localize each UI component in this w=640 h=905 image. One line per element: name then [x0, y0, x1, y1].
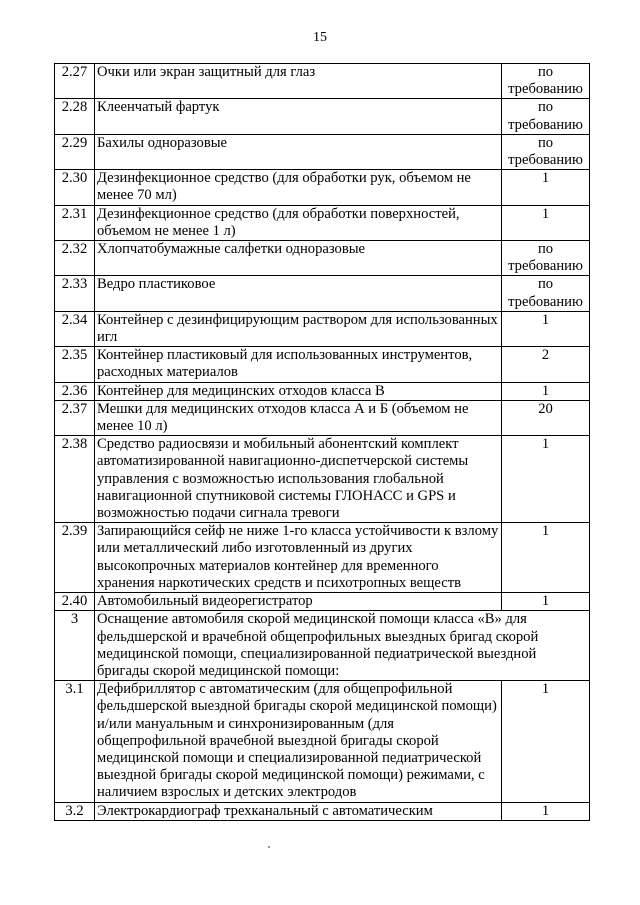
- row-number: 2.37: [55, 400, 95, 435]
- row-description: Контейнер для медицинских отходов класса В: [95, 382, 502, 400]
- row-description: Бахилы одноразовые: [95, 134, 502, 169]
- row-description: Дефибриллятор с автоматическим (для общепрофильной фельдшерской выездной бригады скорой медицинской помощи) и/или мануальным и синхронизированным (для общепрофильной врачебной выездной бригады скорой медицинской помощи и специализированной педиатрической выездной бригады скорой медицинской помощи) режимами, с наличием взрослых и детских электродов: [95, 681, 502, 802]
- row-number: 2.38: [55, 436, 95, 523]
- row-description: Очки или экран защитный для глаз: [95, 64, 502, 99]
- row-number: 2.29: [55, 134, 95, 169]
- table-row: [55, 205, 590, 240]
- row-description: Электрокардиограф трехканальный с автоматическим: [95, 802, 502, 820]
- table-row: [55, 64, 590, 99]
- table-row: [55, 170, 590, 205]
- row-quantity: 1: [502, 802, 590, 820]
- row-quantity: по требованию: [502, 241, 590, 276]
- row-number: 3.1: [55, 681, 95, 802]
- table-row: [55, 802, 590, 820]
- row-quantity: 1: [502, 681, 590, 802]
- table-row: [55, 436, 590, 523]
- row-quantity: 1: [502, 523, 590, 593]
- section-number: 3: [55, 611, 95, 681]
- row-quantity: 2: [502, 347, 590, 382]
- equipment-table: [54, 63, 590, 821]
- table-row: [55, 593, 590, 611]
- row-description: Хлопчатобумажные салфетки одноразовые: [95, 241, 502, 276]
- row-quantity: 1: [502, 205, 590, 240]
- table-row: [55, 241, 590, 276]
- table-row: [55, 382, 590, 400]
- row-quantity: 1: [502, 311, 590, 346]
- row-quantity: по требованию: [502, 276, 590, 311]
- row-description: Контейнер с дезинфицирующим раствором для использованных игл: [95, 311, 502, 346]
- row-description: Ведро пластиковое: [95, 276, 502, 311]
- row-number: 2.30: [55, 170, 95, 205]
- row-description: Запирающийся сейф не ниже 1-го класса устойчивости к взлому или металлический либо изготовленный из других высокопрочных материалов контейнер для временного хранения наркотических средств и психотропных веществ: [95, 523, 502, 593]
- section-row: [55, 611, 590, 681]
- row-number: 3.2: [55, 802, 95, 820]
- table-row: [55, 400, 590, 435]
- row-description: Контейнер пластиковый для использованных инструментов, расходных материалов: [95, 347, 502, 382]
- row-quantity: по требованию: [502, 134, 590, 169]
- table-row: [55, 311, 590, 346]
- table-row: [55, 276, 590, 311]
- table-row: [55, 681, 590, 802]
- row-quantity: 1: [502, 593, 590, 611]
- row-quantity: 20: [502, 400, 590, 435]
- row-number: 2.32: [55, 241, 95, 276]
- row-number: 2.39: [55, 523, 95, 593]
- row-description: Мешки для медицинских отходов класса А и Б (объемом не менее 10 л): [95, 400, 502, 435]
- row-quantity: по требованию: [502, 64, 590, 99]
- row-number: 2.27: [55, 64, 95, 99]
- row-description: Автомобильный видеорегистратор: [95, 593, 502, 611]
- row-description: Клеенчатый фартук: [95, 99, 502, 134]
- row-number: 2.31: [55, 205, 95, 240]
- row-number: 2.40: [55, 593, 95, 611]
- page-number: 15: [313, 30, 327, 45]
- section-heading: Оснащение автомобиля скорой медицинской помощи класса «В» для фельдшерской и врачебной общепрофильных выездных бригад скорой медицинской помощи, специализированной педиатрической выездной бригады скорой медицинской помощи:: [95, 611, 590, 681]
- row-quantity: 1: [502, 382, 590, 400]
- scan-speck: [268, 846, 270, 848]
- table-row: [55, 99, 590, 134]
- row-quantity: 1: [502, 170, 590, 205]
- table-row: [55, 347, 590, 382]
- row-number: 2.36: [55, 382, 95, 400]
- table-row: [55, 134, 590, 169]
- row-number: 2.34: [55, 311, 95, 346]
- row-description: Дезинфекционное средство (для обработки поверхностей, объемом не менее 1 л): [95, 205, 502, 240]
- row-quantity: 1: [502, 436, 590, 523]
- row-description: Средство радиосвязи и мобильный абонентский комплект автоматизированной навигационно-диспетчерской системы управления с возможностью использования глобальной навигационной спутниковой системы ГЛОНАСС и GPS и возможностью подачи сигнала тревоги: [95, 436, 502, 523]
- row-quantity: по требованию: [502, 99, 590, 134]
- row-number: 2.28: [55, 99, 95, 134]
- row-description: Дезинфекционное средство (для обработки рук, объемом не менее 70 мл): [95, 170, 502, 205]
- row-number: 2.33: [55, 276, 95, 311]
- table-row: [55, 523, 590, 593]
- row-number: 2.35: [55, 347, 95, 382]
